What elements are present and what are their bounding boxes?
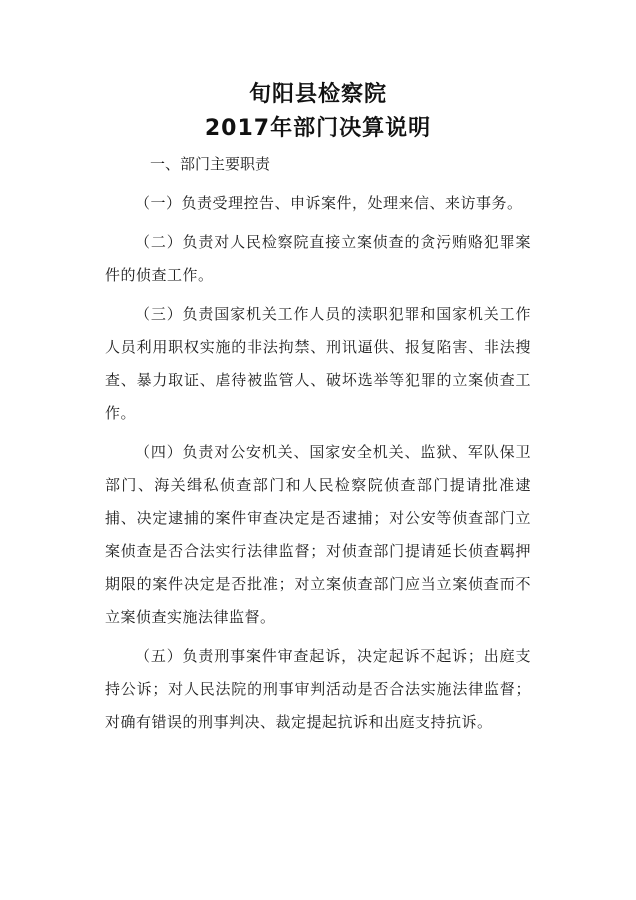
paragraph: （四）负责对公安机关、国家安全机关、监狱、军队保卫部门、海关缉私侦查部门和人民检察院侦查部门提请批准逮捕、决定逮捕的案件审查决定是否逮捕；对公安等侦查部门立案侦查是否合法实行法律监督；对侦查部门提请延长侦查羁押期限的案件决定是否批准；对立案侦查部门应当立案侦查而不立案侦查实施法律监督。 [105, 443, 531, 626]
paragraph: （三）负责国家机关工作人员的渎职犯罪和国家机关工作人员利用职权实施的非法拘禁、刑讯逼供、报复陷害、非法搜查、暴力取证、虐待被监管人、破坏选举等犯罪的立案侦查工作。 [105, 305, 531, 422]
section-heading: 一、部门主要职责 [150, 155, 271, 173]
document-body [105, 148, 531, 739]
document-title-line2: 2017年部门决算说明 [204, 116, 432, 141]
paragraph: （一）负责受理控告、申诉案件，处理来信、来访事务。 [135, 194, 523, 212]
paragraph: （五）负责刑事案件审查起诉，决定起诉不起诉；出庭支持公诉；对人民法院的刑事审判活动是否合法实施法律监督；对确有错误的刑事判决、裁定提起抗诉和出庭支持抗诉。 [105, 647, 531, 731]
paragraph: （二）负责对人民检察院直接立案侦查的贪污贿赂犯罪案件的侦查工作。 [105, 233, 531, 284]
document-title-line1: 旬阳县检察院 [248, 82, 387, 107]
